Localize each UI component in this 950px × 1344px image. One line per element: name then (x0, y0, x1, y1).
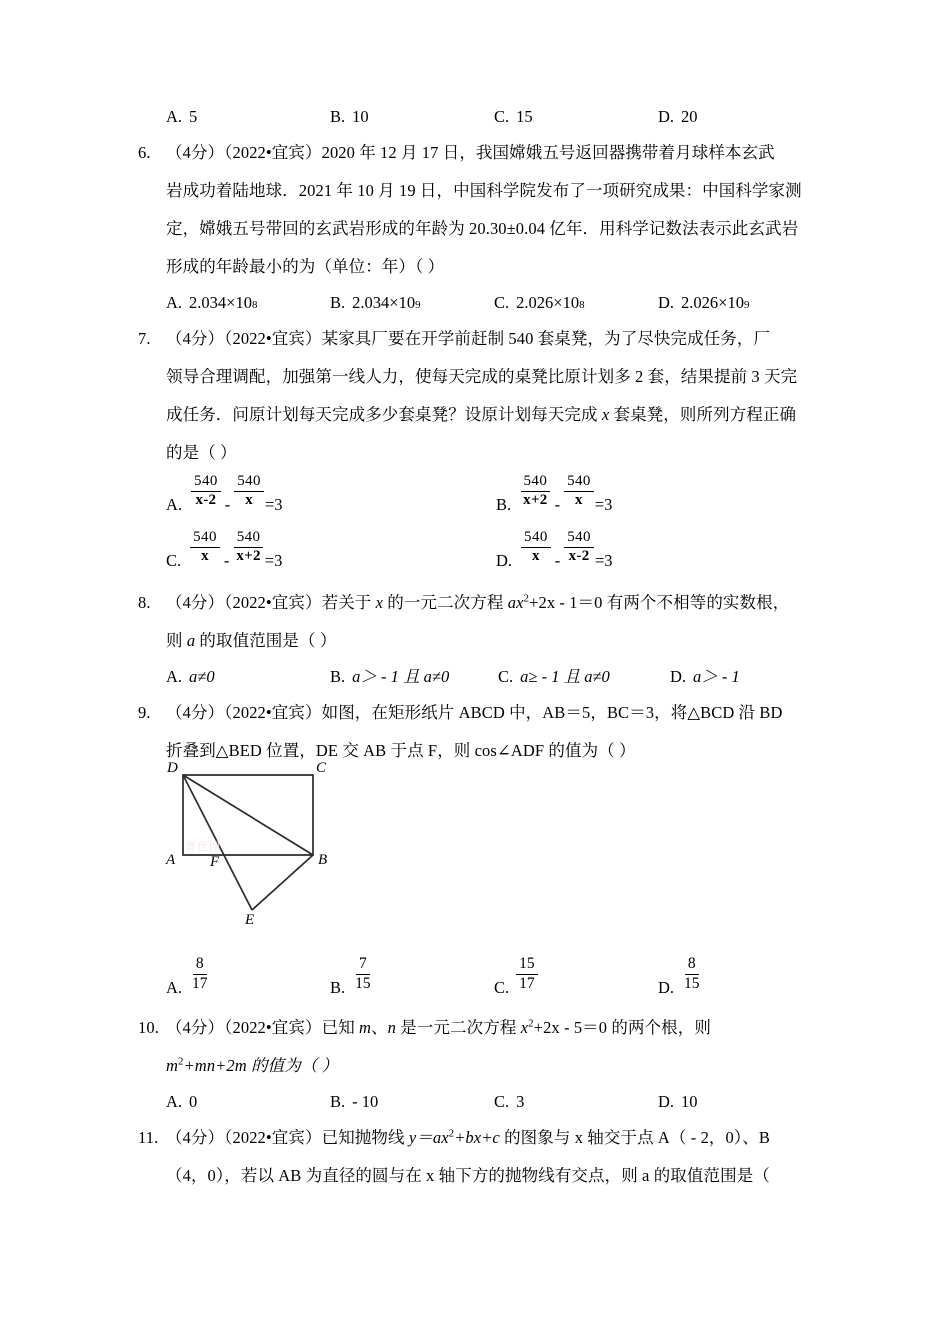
q6-line-2 (138, 172, 828, 210)
q11-text-1b: 的图象与 x 轴交于点 A（ - 2，0）、B (499, 1128, 770, 1147)
q10-exponent: 2 (528, 1017, 534, 1030)
q6-option-a-mantissa: 2.034×10 (189, 293, 252, 312)
q7-option-b-denominator-1: x+2 (523, 491, 548, 508)
q10-line-2 (138, 1047, 828, 1085)
question-6 (138, 134, 828, 320)
q5-option-c-text: 15 (516, 107, 533, 126)
q11-line-1 (138, 1119, 828, 1157)
q9-option-d-denominator: 15 (684, 974, 700, 992)
q10-option-b-letter: B. (330, 1092, 346, 1111)
q6-option-d[interactable]: D. 2.026×10 9 (658, 286, 822, 320)
q10-line-1 (138, 1009, 828, 1047)
segment-eb (252, 855, 313, 910)
q6-text-2: 岩成功着陆地球．2021 年 10 月 19 日，中国科学院发布了一项研究成果：中国科学家测 (166, 181, 802, 200)
q7-option-b-numerator-2: 540 (564, 474, 594, 491)
q10-text-2: +mn+2m 的值为（ ） (183, 1056, 339, 1075)
q11-equation-2: +bx+c (454, 1128, 500, 1147)
q7-option-c-denominator-2: x+2 (236, 547, 261, 564)
q9-option-b-numerator: 7 (356, 956, 370, 974)
q5-option-a-text: 5 (189, 107, 198, 126)
q9-option-c-denominator: 17 (519, 974, 535, 992)
q11-number: 11. (138, 1128, 159, 1147)
q8-option-c-letter: C. (498, 667, 514, 686)
q6-option-a[interactable]: A. 2.034×10 8 (166, 286, 330, 320)
question-9 (138, 694, 828, 1009)
q5-option-b[interactable] (330, 100, 494, 134)
figure-watermark: 菁优网 (185, 841, 221, 853)
q7-option-b-letter: B. (496, 494, 512, 514)
q6-option-d-mantissa: 2.026×10 (681, 293, 744, 312)
q8-options-row (138, 660, 828, 694)
q7-score: （4分） (166, 329, 225, 348)
q7-option-c-operator: - (223, 550, 230, 570)
q9-text-2: 折叠到△BED 位置，DE 交 AB 于点 F，则 cos∠ADF 的值为（ ） (166, 741, 636, 760)
q7-option-a-denominator-2: x (245, 491, 253, 508)
q7-text-4: 的是（ ） (166, 443, 237, 462)
q10-option-c[interactable] (494, 1085, 658, 1119)
q7-option-b[interactable] (496, 473, 826, 517)
q9-option-d-letter: D. (658, 977, 675, 997)
q8-option-b-letter: B. (330, 667, 346, 686)
q6-options-row (138, 286, 828, 320)
q8-option-c-text: a≥ - 1 且 a≠0 (520, 667, 610, 686)
q10-text-1b: 是一元二次方程 (396, 1018, 521, 1037)
q7-option-a-fraction-2 (234, 474, 264, 508)
q9-option-b[interactable] (330, 955, 494, 1000)
q9-option-d-numerator: 8 (685, 956, 699, 974)
q11-score: （4分） (166, 1128, 225, 1147)
q6-score: （4分） (166, 143, 225, 162)
q8-variable-a: a (186, 631, 196, 650)
q10-number: 10. (138, 1018, 159, 1037)
q7-option-b-tail: =3 (594, 494, 613, 514)
q5-option-d[interactable] (658, 100, 822, 134)
q9-options-row (138, 955, 828, 1009)
q10-variable-n: n (387, 1018, 397, 1037)
q5-option-a[interactable] (166, 100, 330, 134)
q6-source: （2022•宜宾） (224, 143, 322, 162)
q7-option-a-operator: - (224, 494, 231, 514)
q5-option-d-letter: D. (658, 107, 675, 126)
q9-option-c[interactable] (494, 955, 658, 1000)
q8-exponent: 2 (523, 592, 530, 605)
q10-option-a[interactable] (166, 1085, 330, 1119)
q6-text-1: 2020 年 12 月 17 日，我国嫦娥五号返回器携带着月球样本玄武 (321, 143, 775, 162)
q9-figure-svg (138, 770, 458, 955)
figure-label-a: A (166, 852, 176, 868)
q5-option-d-text: 20 (681, 107, 698, 126)
q8-text-1c: +2x - 1＝0 有两个不相等的实数根， (529, 593, 790, 612)
q9-option-a-letter: A. (166, 977, 183, 997)
q6-option-d-letter: D. (658, 293, 675, 312)
q7-option-d-denominator-2: x-2 (568, 547, 590, 564)
question-10 (138, 1009, 828, 1119)
q10-option-d-text: 10 (681, 1092, 698, 1111)
q7-line-1 (138, 320, 828, 358)
figure-label-e: E (245, 912, 255, 928)
q6-option-c-mantissa: 2.026×10 (516, 293, 580, 312)
q7-option-c-numerator-1: 540 (190, 530, 220, 547)
q7-option-d-fraction-1 (521, 530, 551, 564)
q6-option-b-letter: B. (330, 293, 346, 312)
q7-text-2: 领导合理调配，加强第一线人力，使每天完成的桌凳比原计划多 2 套，结果提前 3 天完 (166, 367, 798, 386)
q7-option-a-fraction-1 (191, 474, 221, 508)
figure-label-c: C (316, 760, 327, 776)
q6-text-4: 形成的年龄最小的为（单位：年）（ ） (166, 257, 445, 276)
figure-label-d: D (167, 760, 178, 776)
q9-option-d-fraction (681, 956, 703, 992)
q10-expression-exponent: 2 (178, 1055, 184, 1068)
q10-option-d-letter: D. (658, 1092, 675, 1111)
q5-option-c-letter: C. (494, 107, 510, 126)
q8-text-2b: 的取值范围是（ ） (195, 631, 337, 650)
q7-number: 7. (138, 329, 151, 348)
q8-option-a-text: a≠0 (189, 667, 215, 686)
q10-expression-m: m (166, 1056, 179, 1075)
q7-option-b-fraction-2 (564, 474, 594, 508)
q11-exponent: 2 (448, 1127, 455, 1140)
q5-option-a-letter: A. (166, 107, 183, 126)
q11-line-2 (138, 1157, 828, 1195)
q10-option-d[interactable] (658, 1085, 822, 1119)
q8-variable-x: x (375, 593, 384, 612)
q7-option-c-fraction-1 (190, 530, 220, 564)
q9-option-a-numerator: 8 (193, 956, 207, 974)
q9-option-c-numerator: 15 (516, 956, 538, 974)
q6-number: 6. (138, 143, 151, 162)
question-8 (138, 584, 828, 694)
q8-option-d[interactable] (670, 660, 790, 694)
q11-text-2: （4，0），若以 AB 为直径的圆与在 x 轴下方的抛物线有交点，则 a 的取值范围是（ (166, 1166, 770, 1185)
q10-option-a-letter: A. (166, 1092, 183, 1111)
q6-text-3: 定，嫦娥五号带回的玄武岩形成的年龄为 20.30±0.04 亿年．用科学记数法表示此玄武岩 (166, 219, 799, 238)
q9-option-a-fraction (189, 956, 211, 992)
q11-equation: y＝ax (408, 1128, 449, 1147)
q5-option-b-letter: B. (330, 107, 346, 126)
q11-text-1a: 已知抛物线 (321, 1128, 409, 1147)
q8-line-1 (138, 584, 828, 622)
q7-line-4 (138, 434, 828, 472)
q6-option-b-mantissa: 2.034×10 (352, 293, 416, 312)
q10-text-1c: +2x - 5＝0 的两个根，则 (533, 1018, 711, 1037)
q9-option-c-letter: C. (494, 977, 510, 997)
q7-line-3 (138, 396, 828, 434)
q8-option-a[interactable] (166, 660, 330, 694)
q9-option-b-letter: B. (330, 977, 346, 997)
q10-variable-m: m (359, 1018, 372, 1037)
q8-text-1a: 若关于 (321, 593, 376, 612)
q5-option-c[interactable] (494, 100, 658, 134)
q9-source: （2022•宜宾） (224, 703, 322, 722)
q6-option-b[interactable]: B. 2.034×10 9 (330, 286, 494, 320)
q8-text-2a: 则 (166, 631, 187, 650)
q7-option-a-letter: A. (166, 494, 183, 514)
q7-option-a-denominator-1: x-2 (195, 491, 217, 508)
q7-option-a[interactable] (166, 473, 496, 517)
q7-option-b-denominator-2: x (575, 491, 583, 508)
q7-option-b-operator: - (554, 494, 561, 514)
q10-options-row (138, 1085, 828, 1119)
q5-option-b-text: 10 (352, 107, 369, 126)
q9-text-1: 如图，在矩形纸片 ABCD 中，AB＝5，BC＝3，将△BCD 沿 BD (321, 703, 783, 722)
q7-option-c-tail: =3 (264, 550, 283, 570)
q8-option-b-text: a＞ - 1 且 a≠0 (352, 667, 450, 686)
q7-option-c-fraction-2 (233, 530, 263, 564)
q8-equation-x: x (516, 593, 524, 612)
q10-option-b-text: - 10 (352, 1092, 379, 1111)
q8-option-d-letter: D. (670, 667, 687, 686)
q9-line-2 (138, 732, 828, 770)
q10-equation-x: x (520, 1018, 529, 1037)
q8-option-c[interactable] (498, 660, 670, 694)
q9-option-a-denominator: 17 (192, 974, 208, 992)
q9-option-a[interactable] (166, 955, 330, 1000)
q7-option-a-numerator-2: 540 (234, 474, 264, 491)
q8-line-2 (138, 622, 828, 660)
q10-source: （2022•宜宾） (224, 1018, 322, 1037)
q7-option-a-numerator-1: 540 (191, 474, 221, 491)
q7-option-d[interactable] (496, 529, 826, 573)
q6-line-3 (138, 210, 828, 248)
q8-number: 8. (138, 593, 151, 612)
q11-source: （2022•宜宾） (224, 1128, 322, 1147)
q10-text-sep: 、 (371, 1018, 388, 1037)
q7-options-row-2 (138, 528, 828, 584)
q6-line-1 (138, 134, 828, 172)
q9-option-c-fraction (516, 956, 538, 992)
q7-option-c-denominator-1: x (201, 547, 209, 564)
q10-option-b[interactable] (330, 1085, 494, 1119)
q8-option-d-text: a＞ - 1 (693, 667, 740, 686)
q5-options-row (138, 100, 828, 134)
question-11 (138, 1119, 828, 1195)
q7-option-c-letter: C. (166, 550, 182, 570)
q7-option-d-numerator-2: 540 (564, 530, 594, 547)
document-content (138, 100, 828, 1195)
q7-option-c[interactable] (166, 529, 496, 573)
q8-option-b[interactable] (330, 660, 498, 694)
q10-text-1a: 已知 (321, 1018, 360, 1037)
q7-text-3a: 成任务．问原计划每天完成多少套桌凳？设原计划每天完成 (166, 405, 602, 424)
q9-figure (138, 760, 828, 955)
q7-option-d-fraction-2 (564, 530, 594, 564)
q10-option-c-letter: C. (494, 1092, 510, 1111)
q8-text-1b: 的一元二次方程 (383, 593, 508, 612)
q7-option-d-letter: D. (496, 550, 513, 570)
q7-options-row-1 (138, 472, 828, 528)
q7-option-a-tail: =3 (264, 494, 283, 514)
q6-option-a-letter: A. (166, 293, 183, 312)
q7-text-3b: 套桌凳，则所列方程正确 (609, 405, 797, 424)
q7-option-d-numerator-1: 540 (521, 530, 551, 547)
q8-source: （2022•宜宾） (224, 593, 322, 612)
q7-variable-x: x (601, 405, 610, 424)
q7-option-d-denominator-1: x (531, 547, 540, 564)
q7-option-b-fraction-1 (520, 474, 550, 508)
q9-score: （4分） (166, 703, 225, 722)
q10-score: （4分） (166, 1018, 225, 1037)
q7-line-2 (138, 358, 828, 396)
q6-option-c[interactable]: C. 2.026×10 8 (494, 286, 658, 320)
q7-option-b-numerator-1: 540 (521, 474, 551, 491)
q6-line-4 (138, 248, 828, 286)
question-7 (138, 320, 828, 584)
q9-number: 9. (138, 703, 151, 722)
q7-source: （2022•宜宾） (224, 329, 322, 348)
q10-option-c-text: 3 (516, 1092, 525, 1111)
q9-option-d[interactable] (658, 955, 822, 1000)
q9-line-1 (138, 694, 828, 732)
figure-label-f: F (210, 854, 220, 870)
q9-option-b-denominator: 15 (355, 974, 371, 992)
q7-option-d-tail: =3 (594, 550, 613, 570)
q9-option-b-fraction (352, 956, 374, 992)
q7-option-c-numerator-2: 540 (234, 530, 264, 547)
q7-text-1: 某家具厂要在开学前赶制 540 套桌凳，为了尽快完成任务，厂 (321, 329, 771, 348)
q7-option-d-operator: - (554, 550, 561, 570)
q8-option-a-letter: A. (166, 667, 183, 686)
q6-option-c-letter: C. (494, 293, 510, 312)
q8-score: （4分） (166, 593, 225, 612)
figure-label-b: B (318, 852, 328, 868)
q10-option-a-text: 0 (189, 1092, 198, 1111)
q8-coefficient-a: a (507, 593, 517, 612)
